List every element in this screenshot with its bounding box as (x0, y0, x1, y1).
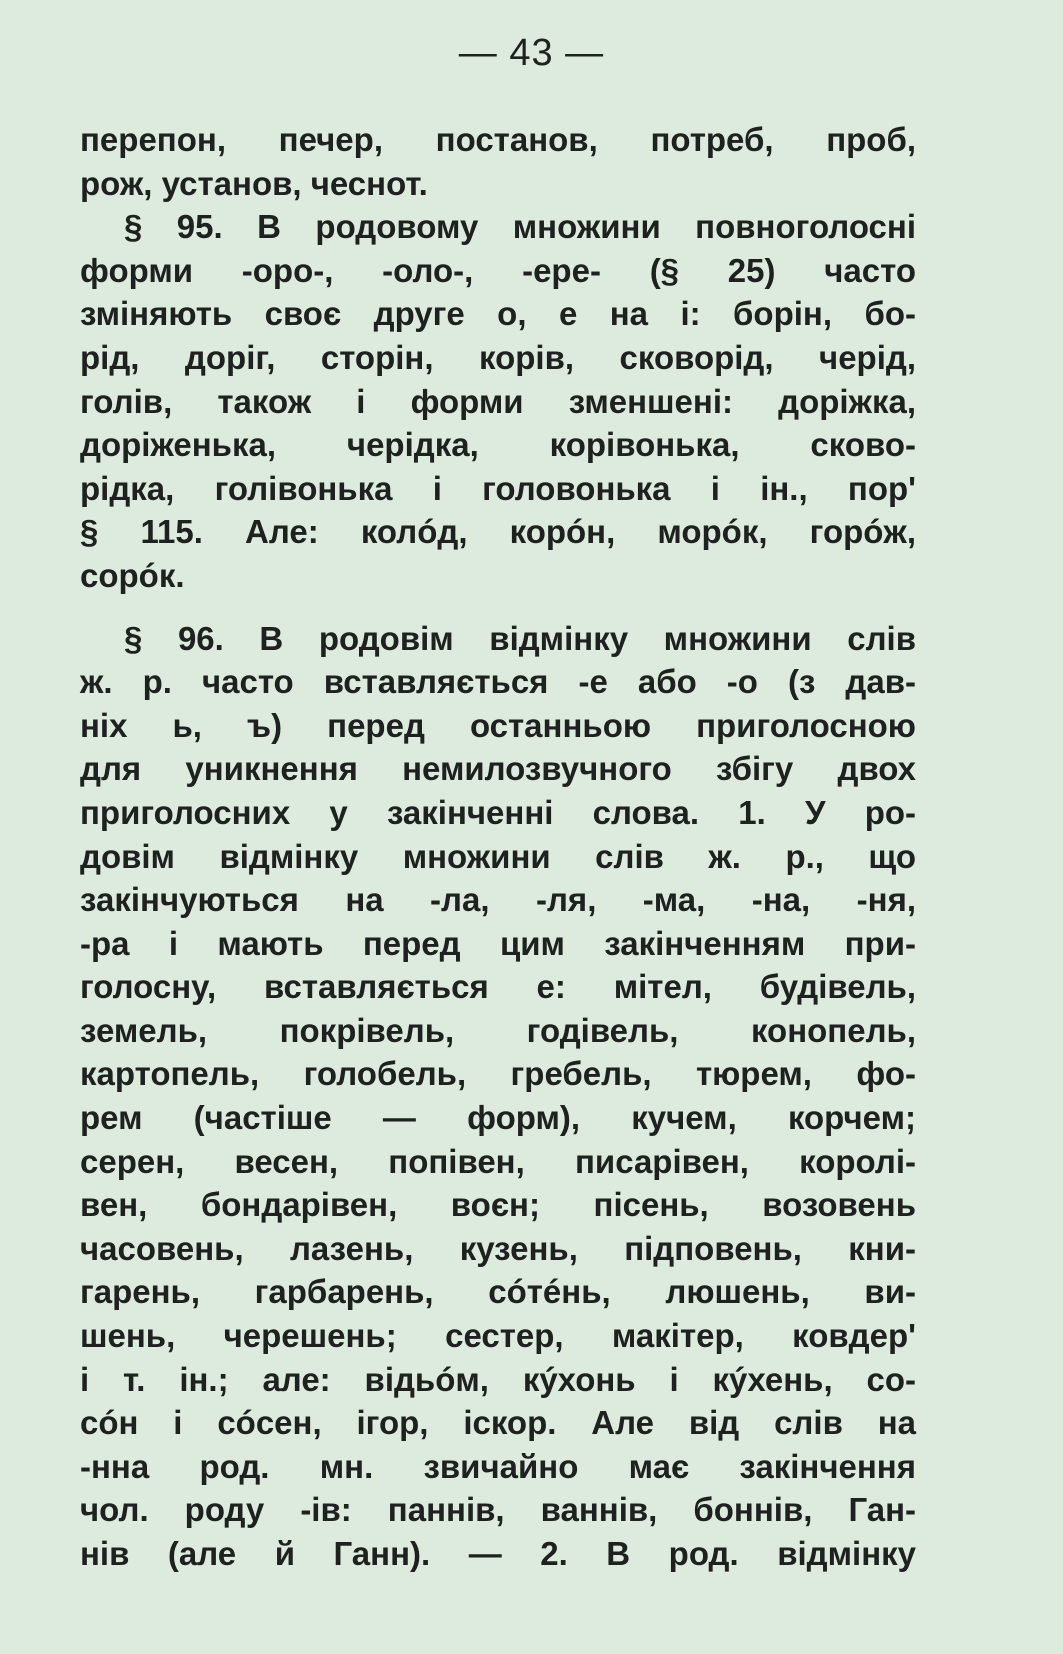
text-line: картопель, голобель, гребель, тюрем, фо- (80, 1055, 916, 1093)
text-line: сорóк. (80, 556, 185, 594)
text-line: гарень, гарбарень, сóтéнь, люшень, ви- (80, 1273, 916, 1311)
paragraph-95-start: § 95. В родовому множини повноголосні (124, 208, 916, 246)
text-line: для уникнення немилозвучного збігу двох (80, 750, 916, 788)
text-line: сóн і сóсен, ігор, іскор. Але від слів на (80, 1404, 916, 1442)
text-line: -ра і мають перед цим закінченням при- (80, 924, 916, 962)
text-line: земель, покрівель, годівель, конопель, (80, 1011, 916, 1049)
paragraph-gap (80, 598, 916, 617)
text-line: -нна род. мн. звичайно має закінчення (80, 1447, 916, 1485)
text-line: рож, установ, чеснот. (80, 164, 428, 202)
paragraph-96-start: § 96. В родовім відмінку множини слів (124, 619, 916, 657)
text-line: зміняють своє друге о, е на і: борін, бо- (80, 295, 916, 333)
text-line: голів, також і форми зменшені: доріжка, (80, 382, 916, 420)
text-line: нів (але й Ганн). — 2. В род. відмінку (80, 1535, 916, 1572)
text-line: доріженька, черідка, корівонька, сково- (80, 426, 916, 464)
text-line: і т. ін.; але: відьóм, кýхонь і кýхень, со- (80, 1360, 916, 1398)
text-line: голосну, вставляється е: мітел, будівель, (80, 968, 916, 1006)
text-line: рем (частіше — форм), кучем, корчем; (80, 1099, 916, 1137)
page-number: — 43 — (458, 32, 605, 74)
text-line: часовень, лазень, кузень, підповень, кни- (80, 1229, 916, 1267)
text-line: закінчуються на -ла, -ля, -ма, -на, -ня, (80, 881, 916, 919)
text-line: рід, доріг, сторін, корів, сковорід, черід, (80, 338, 916, 376)
body-text (80, 118, 916, 1576)
text-line: чол. роду -ів: паннів, ваннів, боннів, Ган- (80, 1491, 916, 1529)
text-line: ніх ь, ъ) перед останньою приголосною (80, 706, 916, 744)
text-line: довім відмінку множини слів ж. р., що (80, 837, 916, 875)
text-line: рідка, голівонька і головонька і ін., пор' (80, 469, 916, 507)
text-line: серен, весен, попівен, писарівен, королі- (80, 1142, 916, 1180)
text-line: шень, черешень; сестер, макітер, ковдер' (80, 1317, 916, 1355)
text-line: ж. р. часто вставляється -е або -о (з дав- (80, 663, 916, 701)
text-line: форми -оро-, -оло-, -ере- (§ 25) часто (80, 251, 916, 289)
text-line: приголосних у закінченні слова. 1. У ро- (80, 793, 916, 831)
text-line: вен, бондарівен, воєн; пісень, возовень (80, 1186, 916, 1224)
text-line: перепон, печер, постанов, потреб, проб, (80, 121, 916, 158)
text-line: § 115. Але: колóд, корóн, морóк, горóж, (80, 513, 916, 551)
